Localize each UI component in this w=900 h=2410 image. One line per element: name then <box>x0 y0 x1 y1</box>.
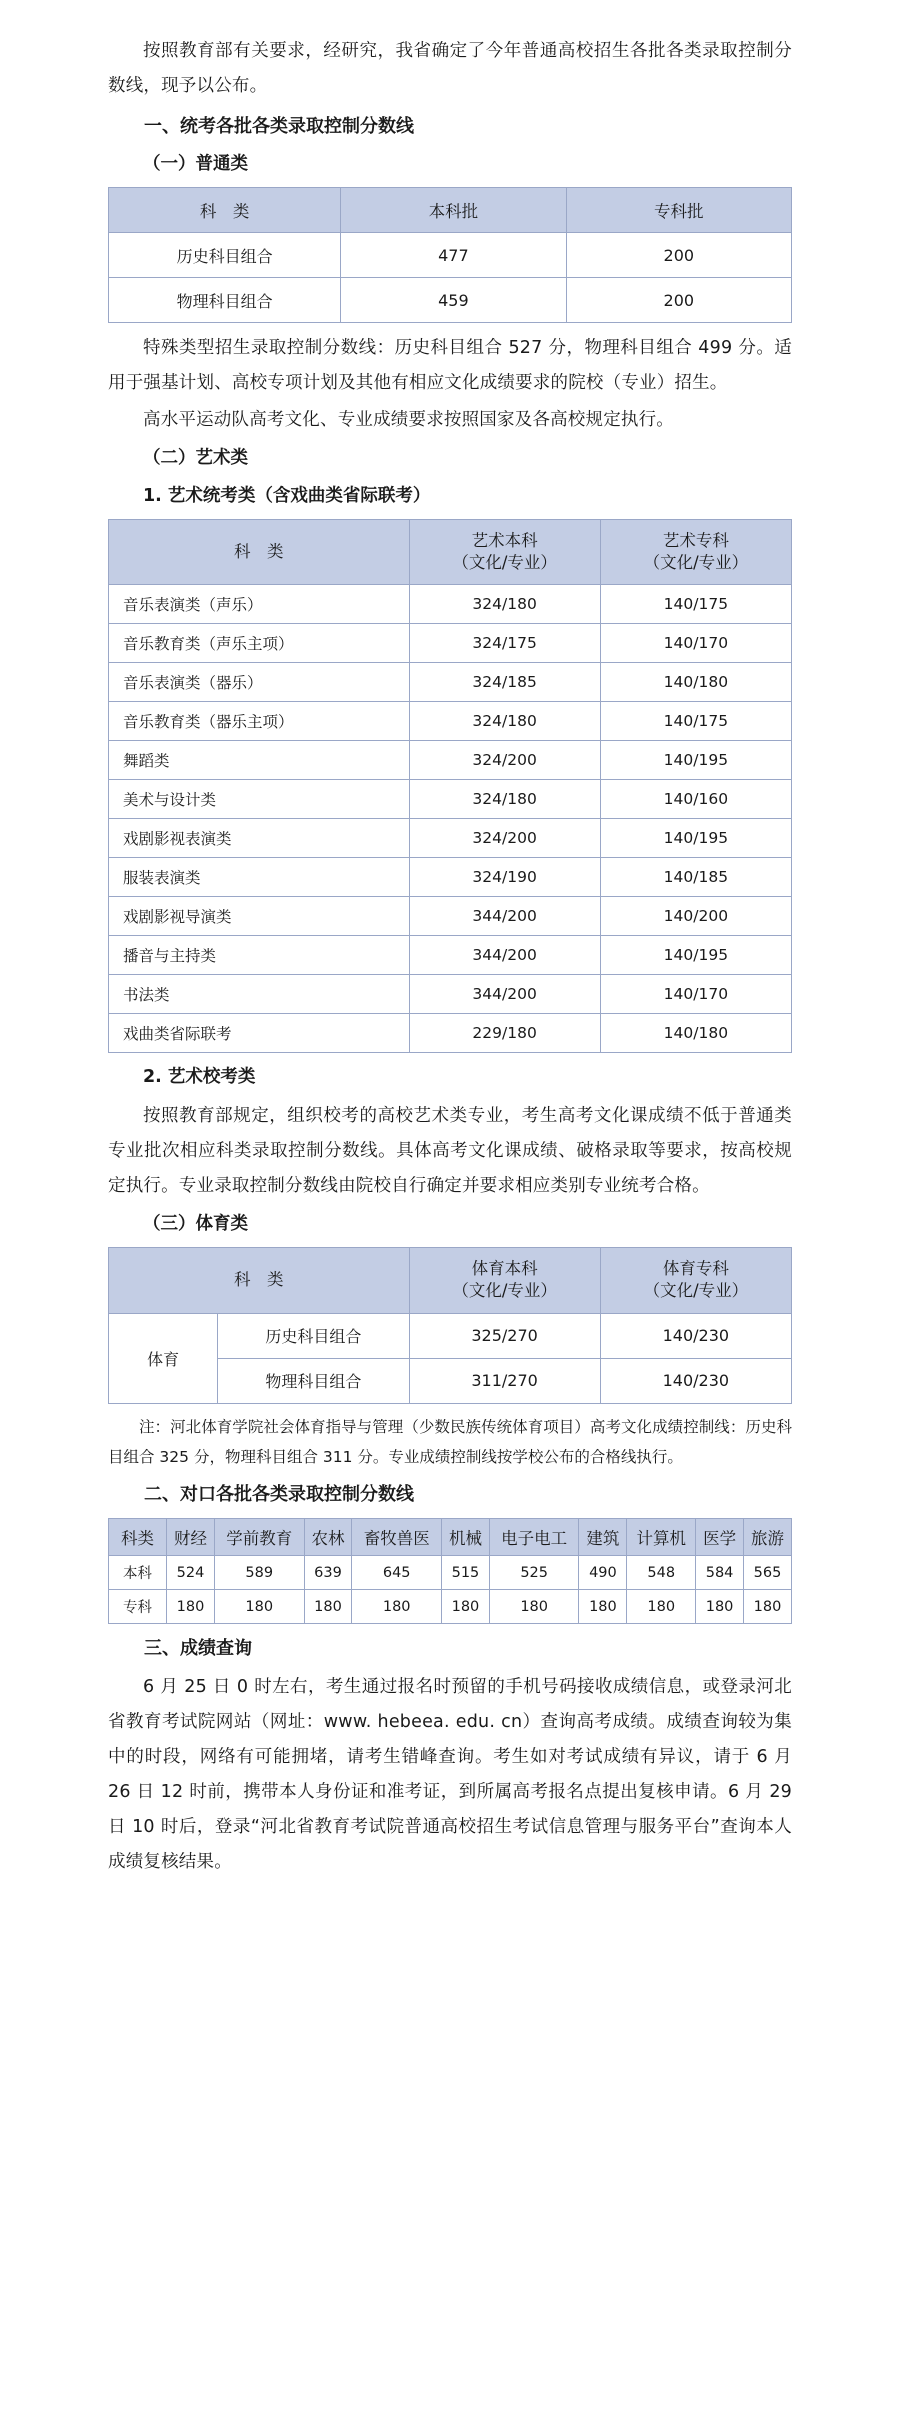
cell-sport-junior: 140/230 <box>600 1313 791 1358</box>
cell-art-undergrad: 324/200 <box>409 741 600 780</box>
col-sport-junior <box>600 1247 791 1313</box>
sport-score-table <box>108 1247 792 1404</box>
cell-agriculture-forestry: 639 <box>304 1556 352 1590</box>
cell-category: 音乐表演类（声乐） <box>109 585 410 624</box>
cell-tourism: 180 <box>744 1590 792 1624</box>
col-medicine: 医学 <box>696 1519 744 1556</box>
cell-category: 服装表演类 <box>109 858 410 897</box>
general-table-body <box>109 233 792 323</box>
cell-art-junior: 140/180 <box>600 663 791 702</box>
col-electronic-electrical: 电子电工 <box>489 1519 579 1556</box>
cell-art-undergrad: 324/175 <box>409 624 600 663</box>
cell-medicine: 584 <box>696 1556 744 1590</box>
cell-art-junior: 140/170 <box>600 975 791 1014</box>
cell-category: 播音与主持类 <box>109 936 410 975</box>
cell-electronic-electrical: 180 <box>489 1590 579 1624</box>
col-category: 科类 <box>109 1519 167 1556</box>
table-row <box>109 702 792 741</box>
table-row <box>109 1556 792 1590</box>
col-junior: 专科批 <box>566 188 791 233</box>
cell-architecture: 490 <box>579 1556 627 1590</box>
table-row <box>109 585 792 624</box>
art-unified-subheading: 1. 艺术统考类（含戏曲类省际联考） <box>143 485 431 506</box>
art-score-table <box>108 519 792 1054</box>
cell-machinery: 515 <box>441 1556 489 1590</box>
cell-preschool-education: 589 <box>214 1556 304 1590</box>
general-category-subheading: （一）普通类 <box>143 154 248 175</box>
cell-animal-husbandry-veterinary: 645 <box>352 1556 442 1590</box>
cell-tourism: 565 <box>744 1556 792 1590</box>
cell-category: 历史科目组合 <box>218 1313 409 1358</box>
table-row <box>109 1014 792 1053</box>
col-art-junior-line1: 艺术专科 <box>662 530 729 550</box>
cell-art-undergrad: 324/185 <box>409 663 600 702</box>
table-row <box>109 741 792 780</box>
intro-paragraph: 按照教育部有关要求，经研究，我省确定了今年普通高校招生各批各类录取控制分数线，现予以公布。 <box>108 41 792 96</box>
section-1-heading: 一、统考各批各类录取控制分数线 <box>144 116 414 137</box>
cell-art-junior: 140/195 <box>600 741 791 780</box>
art-school-exam-paragraph: 按照教育部规定，组织校考的高校艺术类专业，考生高考文化课成绩不低于普通类专业批次相应科类录取控制分数线。具体高考文化课成绩、破格录取等要求，按高校规定执行。专业录取控制分数线由院校自行确定并要求相应类别专业统考合格。 <box>108 1105 792 1196</box>
general-score-table <box>108 187 792 323</box>
cell-finance: 180 <box>167 1590 215 1624</box>
col-undergrad: 本科批 <box>341 188 566 233</box>
table-row <box>109 233 792 278</box>
vocational-table-body <box>109 1556 792 1624</box>
general-table-head <box>109 188 792 233</box>
col-sport-junior-line2: （文化/专业） <box>643 1281 749 1301</box>
cell-category: 历史科目组合 <box>109 233 341 278</box>
table-row <box>109 819 792 858</box>
sport-note: 注：河北体育学院社会体育指导与管理（少数民族传统体育项目）高考文化成绩控制线：历史科目组合 325 分，物理科目组合 311 分。专业成绩控制线按学校公布的合格线执行。 <box>108 1417 792 1466</box>
cell-art-undergrad: 344/200 <box>409 936 600 975</box>
cell-art-junior: 140/175 <box>600 702 791 741</box>
art-school-exam-subheading: 2. 艺术校考类 <box>143 1067 256 1088</box>
table-header-row <box>109 188 792 233</box>
art-category-subheading: （二）艺术类 <box>143 448 248 469</box>
section-3-heading: 三、成绩查询 <box>144 1638 252 1660</box>
col-agriculture-forestry: 农林 <box>304 1519 352 1556</box>
col-category <box>109 519 410 585</box>
cell-sport-rowhead: 体育 <box>109 1313 218 1403</box>
col-art-undergrad-line1: 艺术本科 <box>471 530 538 550</box>
cell-art-junior: 140/175 <box>600 585 791 624</box>
table-row <box>109 624 792 663</box>
col-category: 科 类 <box>109 188 341 233</box>
general-note-2: 高水平运动队高考文化、专业成绩要求按照国家及各高校规定执行。 <box>143 410 674 431</box>
sport-table-head <box>109 1247 792 1313</box>
cell-art-undergrad: 344/200 <box>409 897 600 936</box>
col-sport-junior-line1: 体育专科 <box>662 1258 729 1278</box>
cell-category: 戏剧影视导演类 <box>109 897 410 936</box>
table-row <box>109 975 792 1014</box>
col-architecture: 建筑 <box>579 1519 627 1556</box>
col-category-line1: 科 类 <box>234 542 284 562</box>
table-row <box>109 1590 792 1624</box>
cell-category: 音乐教育类（器乐主项） <box>109 702 410 741</box>
table-row <box>109 858 792 897</box>
cell-category: 音乐表演类（器乐） <box>109 663 410 702</box>
cell-art-junior: 140/200 <box>600 897 791 936</box>
col-tourism: 旅游 <box>744 1519 792 1556</box>
col-art-undergrad <box>409 519 600 585</box>
cell-art-undergrad: 229/180 <box>409 1014 600 1053</box>
cell-category: 戏剧影视表演类 <box>109 819 410 858</box>
col-preschool-education: 学前教育 <box>214 1519 304 1556</box>
cell-architecture: 180 <box>579 1590 627 1624</box>
cell-category: 物理科目组合 <box>218 1358 409 1403</box>
table-row <box>109 936 792 975</box>
cell-computer: 548 <box>627 1556 696 1590</box>
col-computer: 计算机 <box>627 1519 696 1556</box>
sport-category-subheading: （三）体育类 <box>143 1213 248 1234</box>
col-animal-husbandry-veterinary: 畜牧兽医 <box>352 1519 442 1556</box>
cell-art-junior: 140/185 <box>600 858 791 897</box>
cell-category: 专科 <box>109 1590 167 1624</box>
cell-sport-undergrad: 311/270 <box>409 1358 600 1403</box>
vocational-table-head <box>109 1519 792 1556</box>
cell-category: 本科 <box>109 1556 167 1590</box>
cell-category: 物理科目组合 <box>109 278 341 323</box>
table-row <box>109 780 792 819</box>
score-query-paragraph: 6 月 25 日 0 时左右，考生通过报名时预留的手机号码接收成绩信息，或登录河北省教育考试院网站（网址：www. hebeea. edu. cn）查询高考成绩。成绩查询较为集中的时段，网络有可能拥堵，请考生错峰查询。考生如对考试成绩有异议，请于 6 月 26 日 12 时前，携带本人身份证和准考证，到所属高考报名点提出复核申请。6 月 29 日 10 时后，登录“河北省教育考试院普通高校招生考试信息管理与服务平台”查询本人成绩复核结果。 <box>108 1677 792 1873</box>
cell-art-junior: 140/195 <box>600 819 791 858</box>
cell-junior: 200 <box>566 233 791 278</box>
col-sport-undergrad <box>409 1247 600 1313</box>
cell-art-junior: 140/160 <box>600 780 791 819</box>
vocational-score-table <box>108 1518 792 1624</box>
cell-medicine: 180 <box>696 1590 744 1624</box>
cell-computer: 180 <box>627 1590 696 1624</box>
cell-category: 戏曲类省际联考 <box>109 1014 410 1053</box>
cell-category: 书法类 <box>109 975 410 1014</box>
cell-category: 美术与设计类 <box>109 780 410 819</box>
col-art-junior <box>600 519 791 585</box>
col-machinery: 机械 <box>441 1519 489 1556</box>
general-note-1: 特殊类型招生录取控制分数线：历史科目组合 527 分，物理科目组合 499 分。适用于强基计划、高校专项计划及其他有相应文化成绩要求的院校（专业）招生。 <box>108 338 792 394</box>
cell-art-undergrad: 324/180 <box>409 702 600 741</box>
cell-art-junior: 140/180 <box>600 1014 791 1053</box>
table-row <box>109 278 792 323</box>
col-sport-undergrad-line2: （文化/专业） <box>452 1281 557 1301</box>
cell-junior: 200 <box>566 278 791 323</box>
col-category-line1: 科 类 <box>234 1270 284 1290</box>
cell-art-junior: 140/195 <box>600 936 791 975</box>
art-table-body <box>109 585 792 1053</box>
cell-preschool-education: 180 <box>214 1590 304 1624</box>
sport-table-body <box>109 1313 792 1403</box>
table-header-row <box>109 1519 792 1556</box>
cell-art-undergrad: 324/180 <box>409 780 600 819</box>
art-table-head <box>109 519 792 585</box>
cell-undergrad: 459 <box>341 278 566 323</box>
cell-electronic-electrical: 525 <box>489 1556 579 1590</box>
cell-art-undergrad: 324/180 <box>409 585 600 624</box>
table-row <box>109 897 792 936</box>
col-sport-undergrad-line1: 体育本科 <box>471 1258 538 1278</box>
cell-art-junior: 140/170 <box>600 624 791 663</box>
table-header-row <box>109 519 792 585</box>
cell-undergrad: 477 <box>341 233 566 278</box>
cell-category: 音乐教育类（声乐主项） <box>109 624 410 663</box>
cell-sport-undergrad: 325/270 <box>409 1313 600 1358</box>
cell-agriculture-forestry: 180 <box>304 1590 352 1624</box>
cell-art-undergrad: 324/200 <box>409 819 600 858</box>
col-art-undergrad-line2: （文化/专业） <box>452 553 557 573</box>
col-category <box>109 1247 410 1313</box>
cell-art-undergrad: 344/200 <box>409 975 600 1014</box>
col-art-junior-line2: （文化/专业） <box>643 553 749 573</box>
cell-sport-junior: 140/230 <box>600 1358 791 1403</box>
cell-category: 舞蹈类 <box>109 741 410 780</box>
table-header-row <box>109 1247 792 1313</box>
table-row <box>109 1313 792 1358</box>
cell-finance: 524 <box>167 1556 215 1590</box>
cell-animal-husbandry-veterinary: 180 <box>352 1590 442 1624</box>
section-2-heading: 二、对口各批各类录取控制分数线 <box>144 1483 414 1505</box>
col-finance: 财经 <box>167 1519 215 1556</box>
cell-machinery: 180 <box>441 1590 489 1624</box>
cell-art-undergrad: 324/190 <box>409 858 600 897</box>
table-row <box>109 663 792 702</box>
